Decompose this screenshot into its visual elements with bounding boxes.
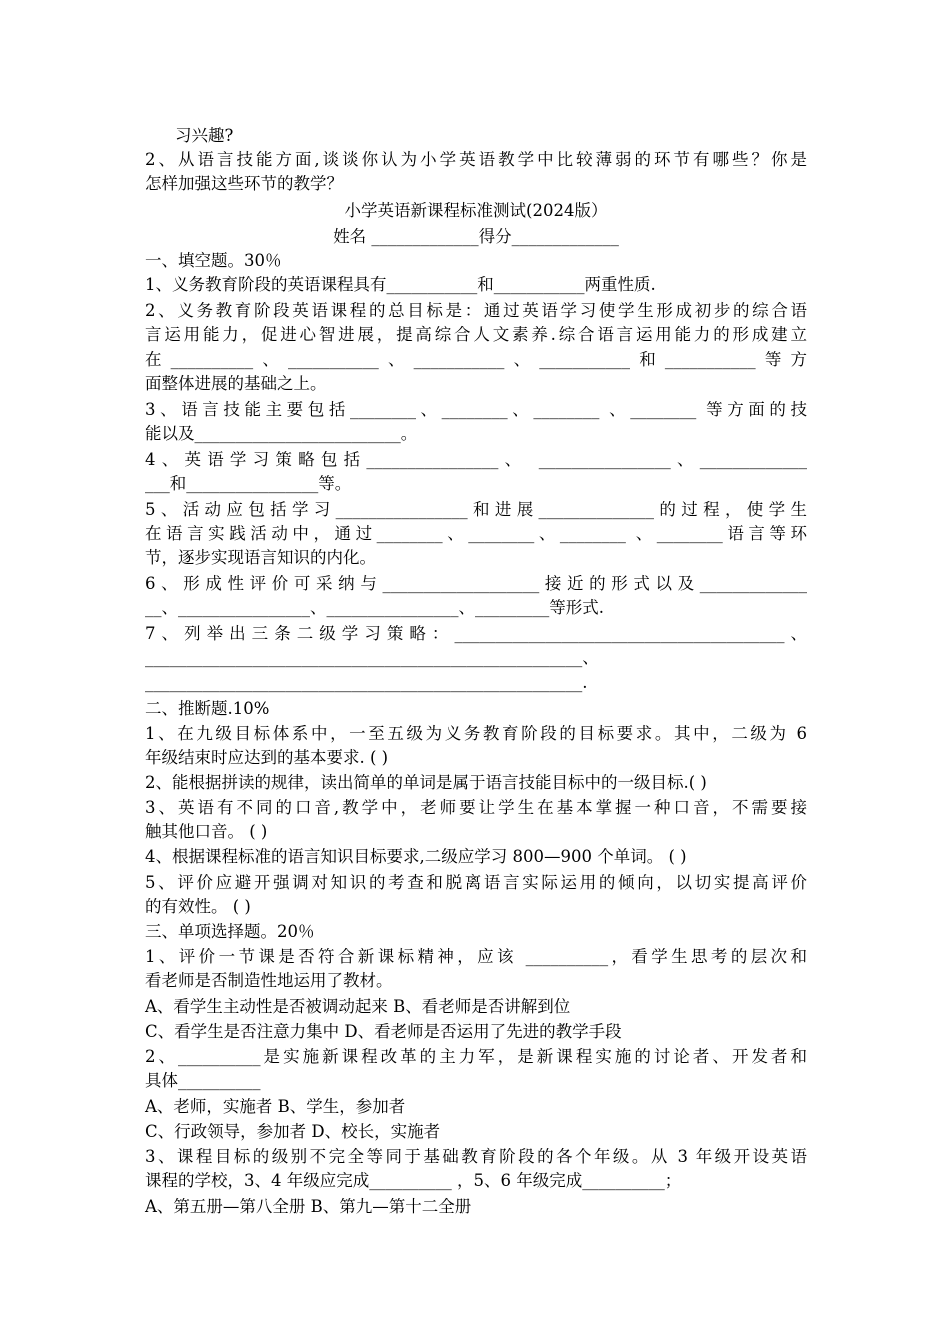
option-line: C、看学生是否注意力集中 D、看老师是否运用了先进的教学手段 [145,1022,622,1041]
question-line: 年级结束时应达到的基本要求. ( ) [145,748,389,767]
section-heading: 一、填空题。30％ [145,251,282,270]
question-line: 2、义务教育阶段英语课程的总目标是：通过英语学习使学生形成初步的综合语 [145,301,807,320]
option-line: A、看学生主动性是否被调动起来 B、看老师是否讲解到位 [145,997,571,1016]
question-line: 3、语言技能主要包括________、________、________ 、________ 等方面的技 [145,400,807,419]
question-line: 面整体进展的基础之上。 [145,374,327,393]
question-line: 在__________、___________、___________、___________和___________等方 [145,350,807,369]
text-line: 2、从语言技能方面,谈谈你认为小学英语教学中比较薄弱的环节有哪些？你是 [145,150,807,169]
question-line: 具体__________ [145,1071,261,1090]
text-line: 怎样加强这些环节的教学？ [145,174,343,193]
option-line: A、第五册—第八全册 B、第九—第十二全册 [145,1197,472,1216]
question-line: 的有效性。 ( ) [145,897,251,916]
question-line: 2、能根据拼读的规律，读出简单的单词是属于语言技能目标中的一级目标.( ) [145,773,707,792]
section-heading: 三、单项选择题。20％ [145,922,315,941]
question-line: 1、评价一节课是否符合新课标精神，应该 __________，看学生思考的层次和 [145,947,807,966]
question-line: 3、英语有不同的口音,教学中，老师要让学生在基本掌握一种口音，不需要接 [145,798,807,817]
question-line: 言运用能力，促进心智进展，提高综合人文素养.综合语言运用能力的形成建立 [145,325,807,344]
question-line: 5、评价应避开强调对知识的考查和脱离语言实际运用的倾向，以切实提高评价 [145,873,807,892]
question-line: __、________________、________________、_________等形式. [145,598,604,617]
name-score-line: 姓名 _____________得分_____________ [333,227,619,246]
question-line: 节，逐步实现语言知识的内化。 [145,548,376,567]
question-line: _____________________________________________________. [145,673,588,692]
question-line: ___和________________等。 [145,474,352,493]
question-line: 6、形成性评价可采纳与___________________接近的形式以及_____________ [145,574,807,593]
exam-title: 小学英语新课程标准测试(2024版） [344,201,608,220]
section-heading: 二、推断题.10% [145,699,270,718]
question-line: 5、活动应包括学习________________和进展______________的过程，使学生 [145,500,807,519]
question-line: _____________________________________________________、 [145,648,599,667]
question-line: 1、义务教育阶段的英语课程具有___________和___________两重性质. [145,275,656,294]
question-line: 课程的学校，3、4 年级应完成__________ ，5、6 年级完成__________； [145,1171,682,1190]
option-line: C、行政领导，参加者 D、校长，实施者 [145,1122,441,1141]
question-line: 能以及_________________________。 [145,424,418,443]
question-line: 4、英语学习策略包括________________、 ________________、_____________ [145,450,807,469]
question-line: 4、根据课程标准的语言知识目标要求,二级应学习 800—900 个单词。 ( ) [145,847,687,866]
question-line: 3、课程目标的级别不完全等同于基础教育阶段的各个年级。从 3 年级开设英语 [145,1147,807,1166]
question-line: 在语言实践活动中，通过________、________、________ 、________语言等环 [145,524,807,543]
question-line: 7、列举出三条二级学习策略：________________________________________、 [145,624,807,643]
option-line: A、老师，实施者 B、学生，参加者 [145,1097,406,1116]
question-line: 触其他口音。 ( ) [145,822,268,841]
text-line: 习兴趣? [175,126,234,145]
question-line: 1、在九级目标体系中，一至五级为义务教育阶段的目标要求。其中，二级为 6 [145,724,807,743]
question-line: 2、__________是实施新课程改革的主力军，是新课程实施的讨论者、开发者和 [145,1047,807,1066]
question-line: 看老师是否制造性地运用了教材。 [145,971,393,990]
